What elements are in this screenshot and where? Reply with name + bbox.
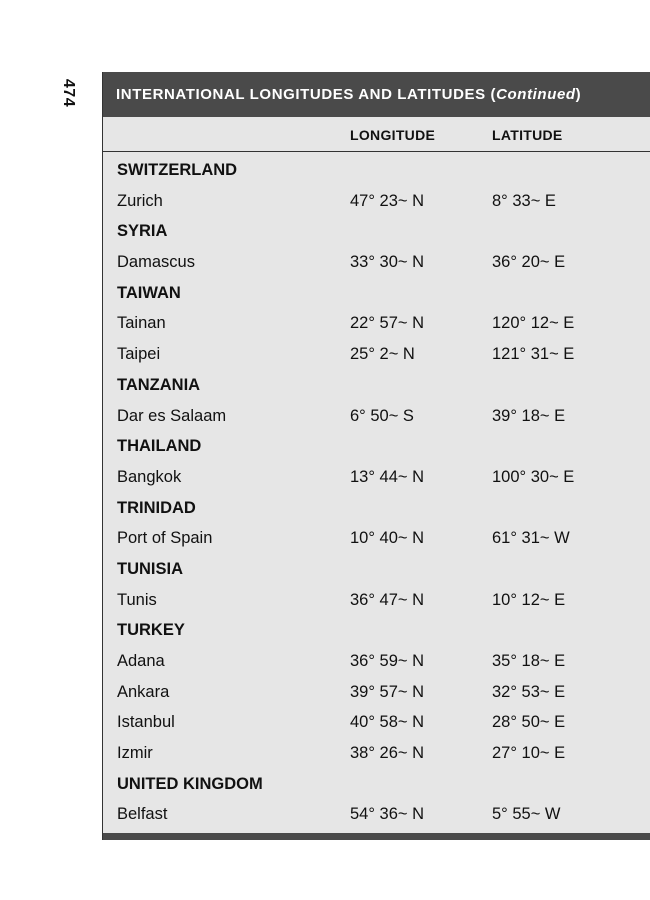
longitude-value: 10° 40~ N [350, 529, 425, 548]
longitude-header: LONGITUDE [350, 127, 436, 143]
city-name: Port of Spain [117, 529, 213, 548]
latitude-value: 27° 10~ E [492, 744, 566, 763]
country-row [103, 215, 650, 246]
city-row [103, 400, 650, 431]
latitude-value: 120° 12~ E [492, 314, 575, 333]
city-row [103, 676, 650, 707]
longitude-value: 39° 57~ N [350, 682, 425, 701]
city-name: Izmir [117, 744, 153, 763]
city-name: Tainan [117, 314, 166, 333]
city-row [103, 338, 650, 369]
column-header-row [103, 118, 650, 152]
city-name: Zurich [117, 191, 163, 210]
table-title-close: ) [575, 86, 582, 103]
city-row [103, 737, 650, 768]
city-row [103, 645, 650, 676]
table-bottom-rule [103, 833, 650, 840]
country-row [103, 768, 650, 799]
city-name: Taipei [117, 345, 161, 364]
latitude-value: 100° 30~ E [492, 467, 575, 486]
country-name: SYRIA [117, 222, 168, 241]
coordinates-table [102, 72, 650, 840]
latitude-header: LATITUDE [492, 127, 563, 143]
latitude-value: 39° 18~ E [492, 406, 566, 425]
city-name: Bangkok [117, 467, 182, 486]
country-name: THAILAND [117, 437, 202, 456]
longitude-value: 36° 47~ N [350, 590, 425, 609]
country-row [103, 430, 650, 461]
longitude-value: 47° 23~ N [350, 191, 425, 210]
country-name: SWITZERLAND [117, 161, 238, 179]
country-name: TRINIDAD [117, 498, 196, 517]
city-row [103, 185, 650, 216]
city-row [103, 584, 650, 615]
city-row [103, 246, 650, 277]
table-title [103, 72, 650, 117]
country-row [103, 277, 650, 308]
longitude-value: 36° 59~ N [350, 652, 425, 670]
longitude-value: 40° 58~ N [350, 713, 425, 732]
latitude-value: 28° 50~ E [492, 713, 566, 732]
latitude-value: 5° 55~ W [492, 805, 561, 824]
city-name: Belfast [117, 805, 168, 824]
latitude-value: 8° 33~ E [492, 191, 556, 210]
country-row [103, 553, 650, 584]
page-number: 474 [60, 78, 78, 108]
city-name: Tunis [117, 590, 157, 609]
city-name: Dar es Salaam [117, 406, 227, 425]
city-row [103, 522, 650, 553]
city-row [103, 307, 650, 338]
longitude-value: 38° 26~ N [350, 744, 425, 763]
longitude-value: 25° 2~ N [350, 345, 415, 364]
country-name: TANZANIA [117, 375, 201, 394]
longitude-value: 33° 30~ N [350, 253, 425, 272]
country-name: TUNISIA [117, 559, 183, 578]
latitude-value: 32° 53~ E [492, 682, 566, 701]
table-body [103, 154, 650, 829]
city-row [103, 706, 650, 737]
longitude-value: 54° 36~ N [350, 805, 425, 824]
latitude-value: 10° 12~ E [492, 590, 566, 609]
latitude-value: 121° 31~ E [492, 345, 575, 364]
longitude-value: 13° 44~ N [350, 467, 425, 486]
longitude-value: 22° 57~ N [350, 314, 425, 333]
country-row [103, 614, 650, 645]
table-title-continued: Continued [496, 86, 576, 103]
city-name: Istanbul [117, 713, 175, 732]
country-row [103, 369, 650, 400]
latitude-value: 35° 18~ E [492, 652, 566, 670]
city-name: Ankara [117, 682, 170, 701]
longitude-value: 6° 50~ S [350, 406, 414, 425]
latitude-value: 61° 31~ W [492, 529, 570, 548]
city-row [103, 798, 650, 829]
latitude-value: 36° 20~ E [492, 253, 566, 272]
country-row [103, 154, 650, 185]
country-row [103, 492, 650, 523]
country-name: TURKEY [117, 621, 185, 640]
table-title-main: INTERNATIONAL LONGITUDES AND LATITUDES ( [116, 86, 497, 103]
country-name: TAIWAN [117, 283, 181, 302]
city-row [103, 461, 650, 492]
city-name: Adana [117, 652, 165, 670]
city-name: Damascus [117, 253, 195, 272]
country-name: UNITED KINGDOM [117, 774, 263, 793]
